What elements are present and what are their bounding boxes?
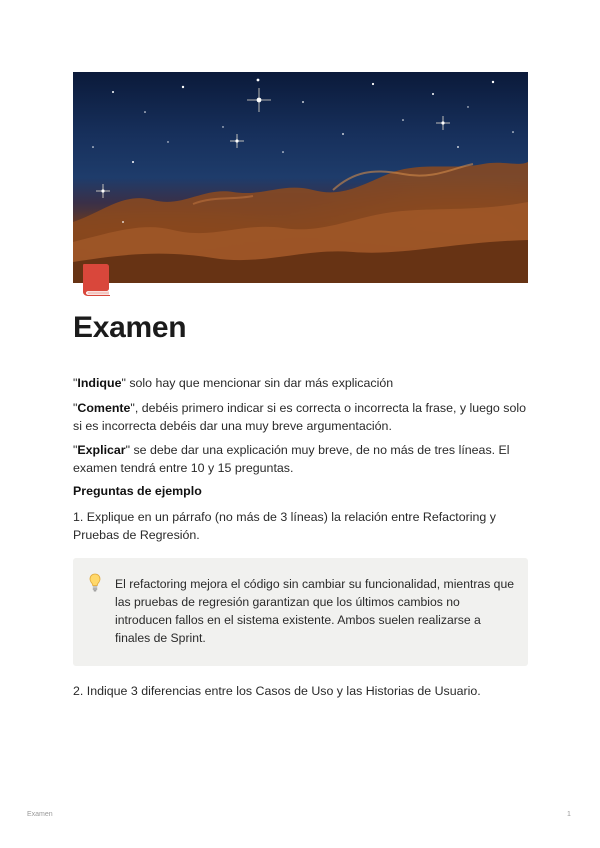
instruction-comente: "Comente", debéis primero indicar si es correcta o incorrecta la frase, y luego solo si es incorrecta debéis dar una muy breve argumentación.	[73, 401, 526, 433]
page-title: Examen	[73, 311, 187, 344]
instruction-comente-text: , debéis primero indicar si es correcta o incorrecta la frase, y luego solo si es incorrecta debéis dar una muy breve argumentación.	[73, 401, 526, 433]
instruction-indique-text: solo hay que mencionar sin dar más explicación	[125, 376, 394, 390]
instruction-explicar: "Explicar" se debe dar una explicación muy breve, de no más de tres líneas. El examen tendrá entre 10 y 15 preguntas.	[73, 443, 510, 475]
instruction-indique: "Indique" solo hay que mencionar sin dar más explicación	[73, 376, 394, 390]
question-1: 1. Explique en un párrafo (no más de 3 líneas) la relación entre Refactoring y Pruebas de Regresión.	[73, 510, 496, 542]
keyword-comente: Comente	[77, 401, 131, 415]
lightbulb-icon	[89, 573, 101, 593]
page-number: 1	[567, 811, 571, 818]
examples-heading: Preguntas de ejemplo	[73, 484, 202, 498]
keyword-explicar: Explicar	[77, 443, 126, 457]
nebula-illustration	[73, 72, 528, 283]
book-icon	[81, 263, 112, 296]
callout-text: El refactoring mejora el código sin cambiar su funcionalidad, mientras que las pruebas de regresión garantizan que los últimos cambios no introducen fallos en el sistema existente. Ambos suelen realizarse a finales de Sprint.	[115, 577, 515, 645]
cover-image	[73, 72, 528, 283]
footer-title: Examen	[27, 811, 53, 818]
instruction-explicar-text: se debe dar una explicación muy breve, de no más de tres líneas. El examen tendrá entre 10 y 15 preguntas.	[73, 443, 510, 475]
keyword-indique: Indique	[77, 376, 122, 390]
answer-callout	[73, 558, 528, 666]
question-2: 2. Indique 3 diferencias entre los Casos de Uso y las Historias de Usuario.	[73, 684, 481, 698]
